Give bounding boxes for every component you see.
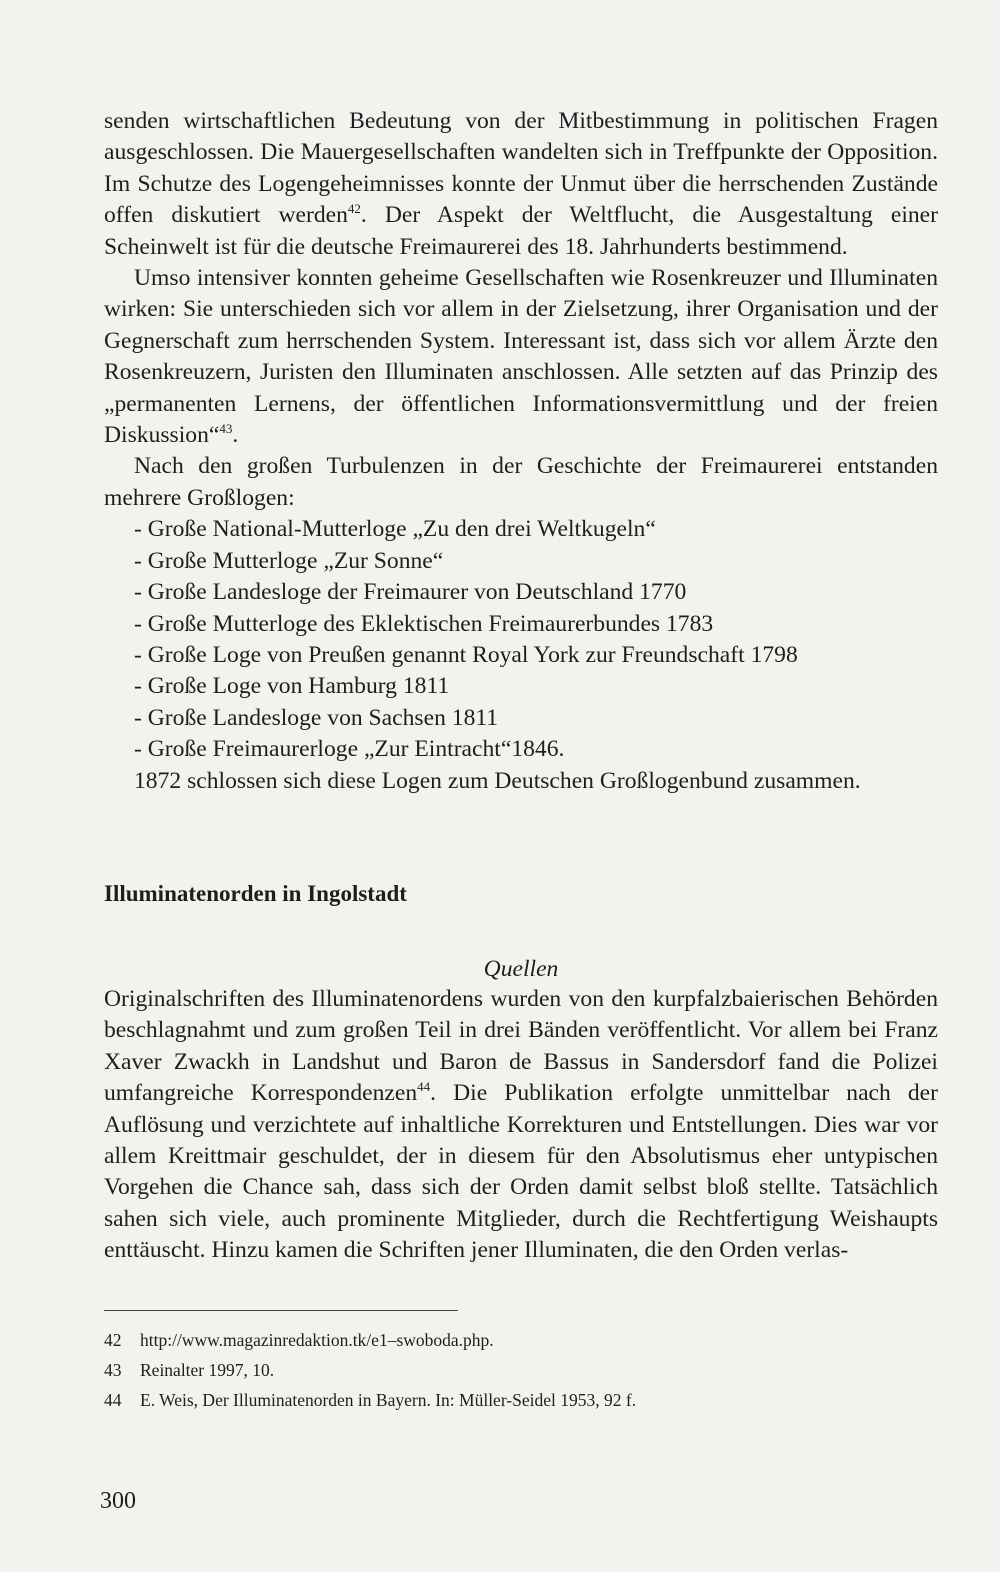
footnote-number: 44 — [104, 1390, 122, 1410]
list-item: - Große Loge von Preußen genannt Royal York zur Freundschaft 1798 — [134, 641, 798, 668]
section-subheading: Quellen — [483, 956, 559, 982]
paragraph-3: Nach den großen Turbulenzen in der Geschichte der Freimaurerei entstanden mehrere Großlogen: — [104, 453, 938, 511]
footnote-text: E. Weis, Der Illuminatenorden in Bayern. In: Müller-Seidel 1953, 92 f. — [140, 1390, 637, 1410]
list-item: - Große Landesloge von Sachsen 1811 — [134, 704, 499, 731]
footnote-ref-43[interactable]: 43 — [219, 421, 233, 437]
paragraph-5: Originalschriften des Illuminatenordens wurden von den kurpfalzbaierischen Behörden beschlagnahmt und zum großen Teil in drei Bänden veröffentlicht. Vor allem bei Franz Xaver Zwackh in Landshut und Baron de Bassus in Sandersdorf fand die Polizei umfangreiche Korrespondenzen$^{44}$. Die Publikation erfolgte unmittelbar nach der Auflösung und verzichtete auf inhaltliche Korrekturen und Entstellungen. Dies war vor allem Kreittmair geschuldet, der in diesem für den Absolutismus eher untypischen Vorgehen die Chance sah, dass sich der Orden damit selbst bloß stellte. Tatsächlich sahen sich viele, auch prominente Mitglieder, durch die Rechtfertigung Weishaupts enttäuscht. Hinzu kamen die Schriften jener Illuminaten, die den Orden verlas- — [104, 986, 938, 1264]
footnote-text[interactable]: http://www.magazinredaktion.tk/e1–swoboda.php. — [140, 1330, 494, 1350]
section-heading: Illuminatenorden in Ingolstadt — [104, 881, 407, 906]
footnote-42 — [104, 1325, 938, 1355]
list-item: - Große Mutterloge des Eklektischen Freimaurerbundes 1783 — [134, 610, 714, 637]
lodge-list — [104, 514, 938, 765]
page-number: 300 — [100, 1488, 136, 1514]
paragraph-4: 1872 schlossen sich diese Logen zum Deutschen Großlogenbund zusammen. — [134, 767, 861, 794]
footnote-44 — [104, 1385, 938, 1415]
footnote-rule — [104, 1310, 458, 1311]
footnote-43 — [104, 1355, 938, 1385]
list-item: - Große Landesloge der Freimaurer von Deutschland 1770 — [134, 579, 687, 606]
list-item: - Große Loge von Hamburg 1811 — [134, 673, 450, 700]
list-item: - Große Mutterloge „Zur Sonne“ — [134, 547, 444, 574]
footnote-ref-44[interactable]: 44 — [417, 1079, 431, 1095]
list-item: - Große National-Mutterloge „Zu den drei Weltkugeln“ — [134, 516, 656, 543]
footnote-number: 43 — [104, 1360, 122, 1380]
list-item: - Große Freimaurerloge „Zur Eintracht“1846. — [134, 736, 565, 763]
footnotes — [104, 1325, 938, 1415]
footnote-number: 42 — [104, 1330, 122, 1350]
footnote-ref-42[interactable]: 42 — [347, 201, 361, 217]
paragraph-2: Umso intensiver konnten geheime Gesellschaften wie Rosenkreuzer und Illuminaten wirken: Sie unterschieden sich vor allem in der Zielsetzung, ihrer Organisation und der Gegnerschaft zum herrschenden System. Interessant ist, dass sich vor allem Ärzte den Rosenkreuzern, Juristen den Illuminaten anschlossen. Alle setzten auf das Prinzip des „permanenten Lernens, der öffentlichen Informationsvermittlung und der freien Diskussion“$^{43}$. — [104, 265, 938, 449]
paragraph-1: senden wirtschaftlichen Bedeutung von der Mitbestimmung in politischen Fragen ausgeschlossen. Die Mauergesellschaften wandelten sich in Treffpunkte der Opposition. Im Schutze des Logengeheimnisses konnte der Unmut über die herrschenden Zustände offen diskutiert werden$^{42}$. Der Aspekt der Weltflucht, die Ausgestaltung einer Scheinwelt ist für die deutsche Freimaurerei des 18. Jahrhunderts bestimmend. — [104, 108, 938, 260]
footnote-text: Reinalter 1997, 10. — [140, 1360, 275, 1380]
page-body — [104, 106, 938, 1264]
